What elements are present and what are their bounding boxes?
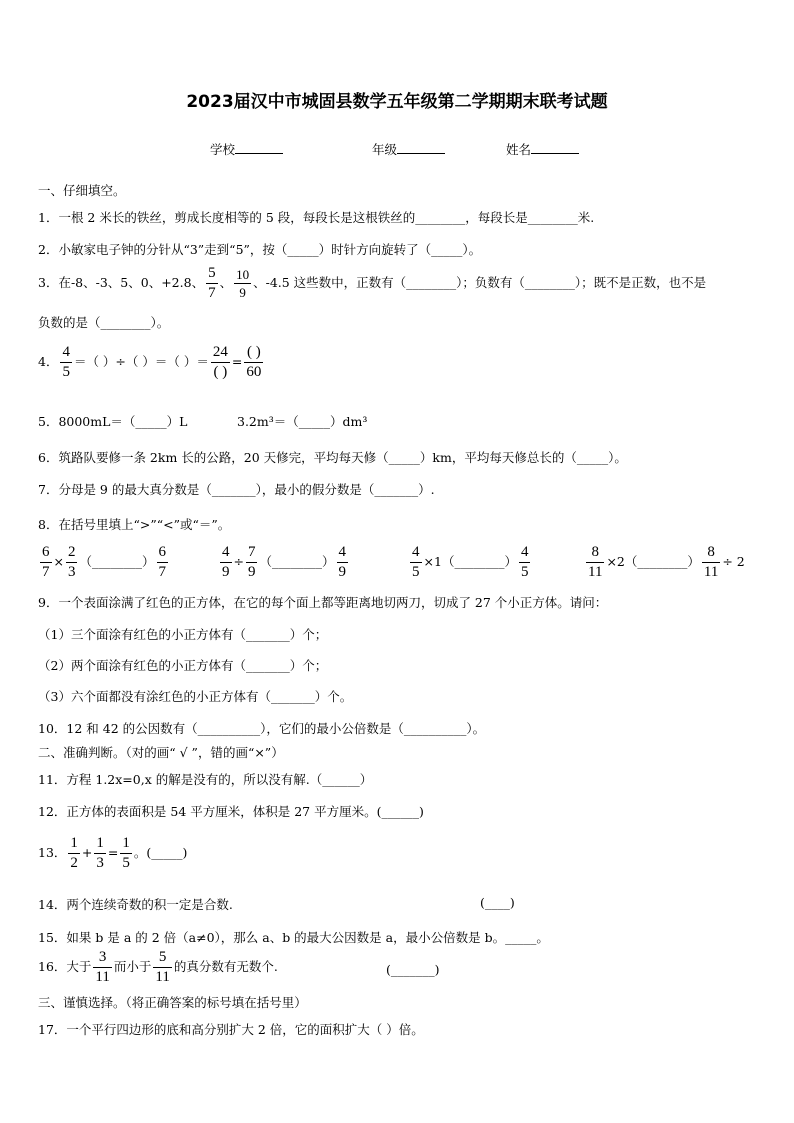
fraction-7-9: $\frac{7}{9}$: [247, 544, 256, 580]
fraction-8-11: $\frac{8}{11}$: [588, 544, 603, 580]
fraction-4-9: $\frac{4}{9}$: [338, 544, 346, 580]
question-17: 17．一个平行四边形的底和高分别扩大 2 倍，它的面积扩大（ ）倍。: [38, 1022, 424, 1037]
question-8: 8．在括号里填上“>”“<”或“＝”。: [38, 517, 231, 532]
question-8-compare-3: $\frac{4}{5}$ ×1（________） $\frac{4}{5}$: [412, 544, 529, 580]
compare-blank[interactable]: （________）: [441, 554, 517, 569]
question-13: 13． $\frac{1}{2}$ + $\frac{1}{3}$ = $\frac{1}{5}$ 。(_____): [38, 835, 188, 871]
fraction-6-7: $\frac{6}{7}$: [42, 544, 50, 580]
question-8-compare-4: $\frac{8}{11}$ ×2（________） $\frac{8}{11}$ ÷ 2: [588, 544, 745, 580]
school-blank[interactable]: [235, 141, 283, 154]
fraction-8-11: $\frac{8}{11}$: [703, 544, 719, 580]
question-4: 4． $\frac{4}{5}$ ＝（ ）÷（ ）＝（ ）＝ $\frac{24}{( )}$ = $\frac{( )}{60}$: [38, 344, 262, 380]
section-3-heading: 三、谨慎选择。（将正确答案的标号填在括号里）: [38, 995, 307, 1010]
question-14: 14．两个连续奇数的积一定是合数.: [38, 897, 233, 912]
grade-field: 年级: [372, 140, 445, 158]
question-9-part-3: （3）六个面都没有涂红色的小正方体有（_______）个。: [38, 689, 353, 704]
question-8-compare-2: $\frac{4}{9}$ ÷ $\frac{7}{9}$ （________） $\frac{4}{9}$: [222, 544, 346, 580]
question-11: 11．方程 1.2x=0,x 的解是没有的，所以没有解.（______）: [38, 772, 373, 787]
grade-blank[interactable]: [397, 141, 445, 154]
question-9-part-1: （1）三个面涂有红色的小正方体有（_______）个；: [38, 627, 328, 642]
question-8-compare-1: $\frac{6}{7}$ × $\frac{2}{3}$ （________） $\frac{6}{7}$: [42, 544, 166, 580]
question-16: 16．大于 $\frac{3}{11}$ 而小于 $\frac{5}{11}$ 的真分数有无数个.: [38, 949, 278, 985]
fraction-1-2: $\frac{1}{2}$: [70, 835, 78, 871]
fraction-6-7: $\frac{6}{7}$: [158, 544, 166, 580]
question-1: 1．一根 2 米长的铁丝，剪成长度相等的 5 段，每段长是这根铁丝的________，每段长是________米.: [38, 210, 595, 225]
fraction-4-9: $\frac{4}{9}$: [222, 544, 230, 580]
fraction-1-3: $\frac{1}{3}$: [96, 835, 104, 871]
section-2-heading: 二、准确判断。（对的画“ √ ”，错的画“×”）: [38, 745, 284, 760]
fraction-5-7: $\frac{5}{7}$: [208, 265, 216, 301]
compare-blank[interactable]: （________）: [79, 554, 155, 569]
fraction-4-5: $\frac{4}{5}$: [520, 544, 529, 580]
question-5-part-2: 3.2m³＝（_____）dm³: [237, 414, 368, 429]
name-blank[interactable]: [531, 141, 579, 154]
question-9-part-2: （2）两个面涂有红色的小正方体有（_______）个；: [38, 658, 328, 673]
question-7: 7．分母是 9 的最大真分数是（_______），最小的假分数是（_______）.: [38, 482, 435, 497]
fraction-3-11: $\frac{3}{11}$: [95, 949, 110, 985]
question-9: 9．一个表面涂满了红色的正方体，在它的每个面上都等距离地切两刀，切成了 27 个小正方体。请问：: [38, 595, 608, 610]
fraction-blank-60: $\frac{( )}{60}$: [246, 344, 262, 380]
question-14-blank[interactable]: (____): [480, 895, 515, 910]
question-12: 12．正方体的表面积是 54 平方厘米，体积是 27 平方厘米。(______): [38, 804, 424, 819]
question-15: 15．如果 b 是 a 的 2 倍（a≠0），那么 a、b 的最大公因数是 a，最小公倍数是 b。_____。: [38, 930, 549, 945]
fraction-2-3: $\frac{2}{3}$: [67, 544, 76, 580]
fraction-4-5: $\frac{4}{5}$: [412, 544, 420, 580]
compare-blank[interactable]: （________）: [259, 554, 335, 569]
fraction-1-5: $\frac{1}{5}$: [122, 835, 130, 871]
question-2: 2．小敏家电子钟的分针从“3”走到“5”，按（_____）时针方向旋转了（_____）。: [38, 242, 482, 257]
question-3-cont: 负数的是（________）。: [38, 315, 170, 330]
fraction-5-11: $\frac{5}{11}$: [155, 949, 170, 985]
page-title: 2023届汉中市城固县数学五年级第二学期期末联考试题: [186, 92, 608, 112]
compare-blank[interactable]: （________）: [624, 554, 700, 569]
question-16-blank[interactable]: (_______): [386, 962, 440, 977]
fraction-4-5: $\frac{4}{5}$: [62, 344, 70, 380]
question-3: 3．在-8、-3、5、0、+2.8、 $\frac{5}{7}$ 、 $\frac{10}{9}$ 、-4.5 这些数中，正数有（________）；负数有（________）；既不是正数，也不是: [38, 265, 707, 301]
fraction-10-9: $\frac{10}{9}$: [236, 267, 250, 300]
fraction-24-blank: $\frac{24}{( )}$: [212, 344, 228, 380]
question-10: 10．12 和 42 的公因数有（__________），它们的最小公倍数是（__________）。: [38, 721, 486, 736]
question-6: 6．筑路队要修一条 2km 长的公路，20 天修完，平均每天修（_____）km，平均每天修总长的（_____）。: [38, 450, 627, 465]
name-field: 姓名: [506, 140, 579, 158]
school-field: 学校: [210, 140, 283, 158]
section-1-heading: 一、仔细填空。: [38, 183, 126, 198]
question-5-part-1: 5．8000mL＝（_____）L: [38, 414, 188, 429]
